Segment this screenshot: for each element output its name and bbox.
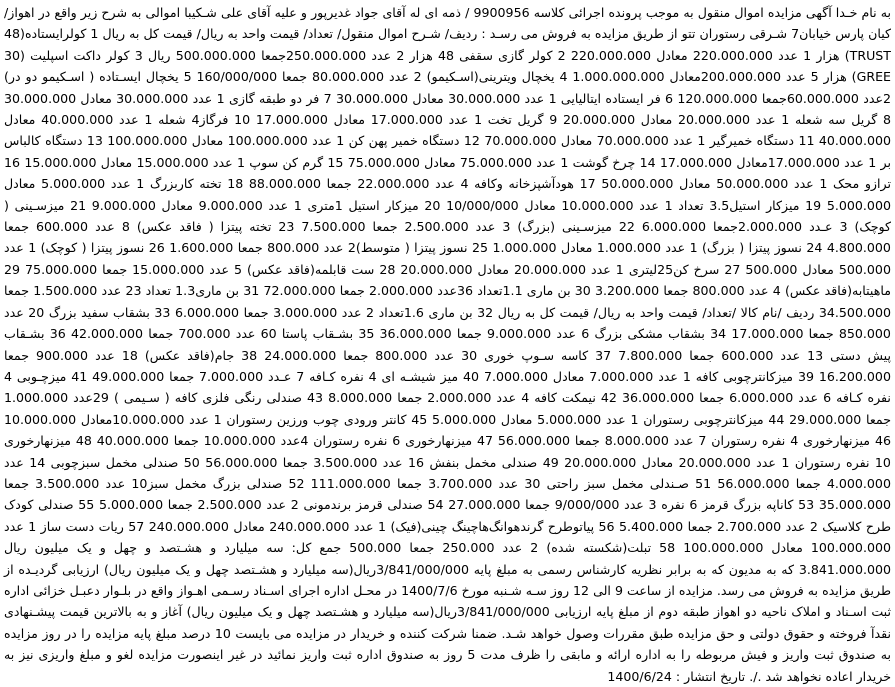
- notice-body-text: به نام خـدا آگهی مزایده اموال منقول به موجب پرونده اجرائی کلاسه 9900956 / ذمه ای له آقای جواد غدیرپور و علیه آقای علی شـکیبا اموالی به شرح زیر واقع در اهواز/ کیان پارس خیابان7 شـرقی رستوران تتو از طریق مزایده به فروش می رسـد : ردیف/ شـرح اموال منقول/ تعداد/ قیمت واحد به ریال/ قیمت کل به ریال 1 کولرایستاده(48 TRUST) هزار 1 عدد 220.000.000 معادل 220.000.000 2 کولر گازی سقفی 48 هزار 2 عدد 250.000.000جمعا 500.000.000 ریال 3 کولر داکت اسپلیت (30 GREE) هزار 5 عدد 200.000.000معادل 1.000.000.000 4 یخچال ویترینی(اسـکیمو) 2 عدد 80.000.000 جمعا 160/000/000 5 یخچال ایسـتاده ( اسـکیمو دو در) 2عدد 60.000.000جمعا 120.000.000 6 فر ایستاده ایتالیایی 1 عدد 30.000.000 معادل 30.000.000 7 فر دو طبقه گازی 1 عدد 30.000.000 معادل 30.000.000 8 گریل سه شعله 1 عدد 20.000.000 معادل 20.000.000 9 گریل تخت 1 عدد 17.000.000 معادل 17.000.000 10 فرگاز4 شعله 1 عدد 40.000.000 معادل 40.000.000 11 دستگاه خمیرگیر 1 عدد 70.000.000 معادل 70.000.000 12 دستگاه خمیر پهن کن 1 عدد 100.000.000 معادل 100.000.000 13 دستگاه کالباس بر 1 عدد 17.000.000معادل 17.000.000 14 چرخ گوشت 1 عدد 75.000.000 معادل 75.000.000 15 گرم کن سوپ 1 عدد 15.000.000 معادل 15.000.000 16 ترازو محک 1 عدد 50.000.000 معادل 50.000.000 17 هودآشپزخانه وکافه 4 عدد 22.000.000 جمعا 88.000.000 18 تخته کاربزرگ 1 عدد 5.000.000 معادل 5.000.000 19 میزکار استیل3.5 تعداد 1 عدد 10.000.000 معادل 10/000/000 20 میزکار استیل 1متری 1 عدد 9.000.000 معادل 9.000.000 21 میزسـینی ( کوچک) 3 عـدد 2.000.000جمعا 6.000.000 22 میزسـینی (بزرگ) 3 عدد 2.500.000 جمعا 7.500.000 23 تخته پیتزا ( فاقد عکس) 8 عدد 600.000 جمعا 4.800.000 24 نسوز پیتزا ( بزرگ) 1 عدد 1.000.000 معادل 1.000.000 25 نسوز پیتزا ( متوسط)2 عدد 800.000 جمعا 1.600.000 26 نسوز پیتزا ( کوچک) 1 عدد 500.000 معادل 500.000 27 سرخ کن25لیتری 1 عدد 20.000.000 معادل 20.000.000 28 ست قابلمه(فاقد عکس) 5 عدد 15.000.000 جمعا 75.000.000 29 ماهیتابه(فاقد عکس) 4 عدد 800.000 جمعا 3.200.000 30 بن ماری 1.1تعداد 36عدد 2.000.000 جمعا 72.000.000 31 بن ماری1.3 تعداد 23 عدد 1.500.000 جمعا 34.500.000 ردیف /نام کالا /تعداد/ قیمت واحد به ریال/ قیمت کل به ریال 32 بن ماری 1.6تعداد 2 عدد 3.000.000 جمعا 6.000.000 33 بشقاب سفید بزرگ 20 عدد 850.000 جمعا 17.000.000 34 بشقاب مشکی بزرگ 6 عدد 9.000.000 جمعا 36.000.000 35 بشـقاب پاستا 60 عدد 700.000 جمعا 42.000.000 36 بشـقاب پیش دستی 13 عدد 600.000 جمعا 7.800.000 37 کاسه سـوپ خوری 30 عدد 800.000 جمعا 24.000.000 38 جام(فاقد عکس) 18 عدد 900.000 جمعا 16.200.000 39 میزکانترچوبی کافه 1 عدد 7.000.000 معادل 7.000.000 40 میز شیشـه ای 4 نفره کـافه 7 عـدد 7.000.000 جمعا 49.000.000 41 میزچـوبی 4 نفره کـافه 6 عدد 6.000.000 جمعا 36.000.000 42 نیمکت کافه 4 عدد 2.000.000 جمعا 8.000.000 43 صندلی رنگی فلزی کافه ( سـیمی ) 29عدد 1.000.000 جمعا 29.000.000 44 میزکانترچوبی رستوران 1 عدد 5.000.000 معادل 5.000.000 45 کانتر ورودی چوب ورزین رستوران 1 عدد 10.000.000معادل 10.000.000 46 میزنهارخوری 4 نفره رستوران 7 عدد 8.000.000 جمعا 56.000.000 47 میزنهارخوری 6 نفره رستوران 4عدد 10.000.000 جمعا 40.000.000 48 میزنهارخوری 10 نفره رستوران 1 عدد 20.000.000 معادل 20.000.000 49 صندلی مخمل بنفش 16 عدد 3.500.000 جمعا 56.000.000 50 صندلی مخمل سبزچوبی 14 عدد 4.000.000 جمعا 56.000.000 51 صـندلی مخمل سبز راحتی 30 عدد 3.700.000 جمعا 111.000.000 52 صندلی بزرگ مخمل سبز10 عدد 3.500.000 جمعا 35.000.000 53 کاناپه بزرگ قرمز 6 نفره 3 عدد 9/000/000 جمعا 27.000.000 54 صندلی قرمز برندمونی 2 عدد 2.500.000 جمعا 5.000.000 55 صندلی کودک طرح کلاسیک 2 عدد 2.700.000 جمعا 5.400.000 56 پیاتوطرح گرندهوانگ‌هاچینگ چینی(فیک) 1 عدد 240.000.000 معادل 240.000.000 57 ریات دست ساز 1 عدد 100.000.000 معادل 100.000.000 58 تبلت(شکسته شده) 2 عدد 250.000 جمعا 500.000 جمع کل: سه میلیارد و هشـتصد و چهل و یک میلیون ریال 3.841.000.000 که به مدیون که به برابر نظریه کارشناس رسمی به مبلغ پایه 3/841/000/000ریال(سه میلیارد و هشـتصد چهل و یک میلیون ریال) ارزیابی گردیـده از طریق مزایده به فروش می رسد. مزایده از ساعت 9 الی 12 روز سـه شـنبه مورخ 1400/7/6 در محـل اداره اجرای اسـناد رسـمی اهـواز واقع در بلـوار دعبـل خزائی اداره ثبت اسـناد و املاک ناحیه دو اهواز طبقه دوم از مبلغ پایه ارزیابی 3/841/000/000ریال(سه میلیارد و هشـتصد چهل و یک میلیون ریال) آغاز و به بالاترین قیمت پیشـنهادی نقدآ فروخته و حقوق دولتی و حق مزایده طبق مقررات وصول خواهد شـد. ضمنا شرکت کننده و خریدار در مزایده می بایست 10 درصد مبلغ پایه مزایده را در روز مزایده به صندوق ثبت واریز و فیش مربوطه را به اداره ارائه و مابقی را ظرف مدت 5 روز به صندوق اداره ثبت واریز نمائید در غیر اینصورت مزایده لغو و مبلغ واریزی نیز به خریدار اعاده نخواهد شد ./. تاریخ انتشار : 1400/6/24: [4, 5, 892, 684]
